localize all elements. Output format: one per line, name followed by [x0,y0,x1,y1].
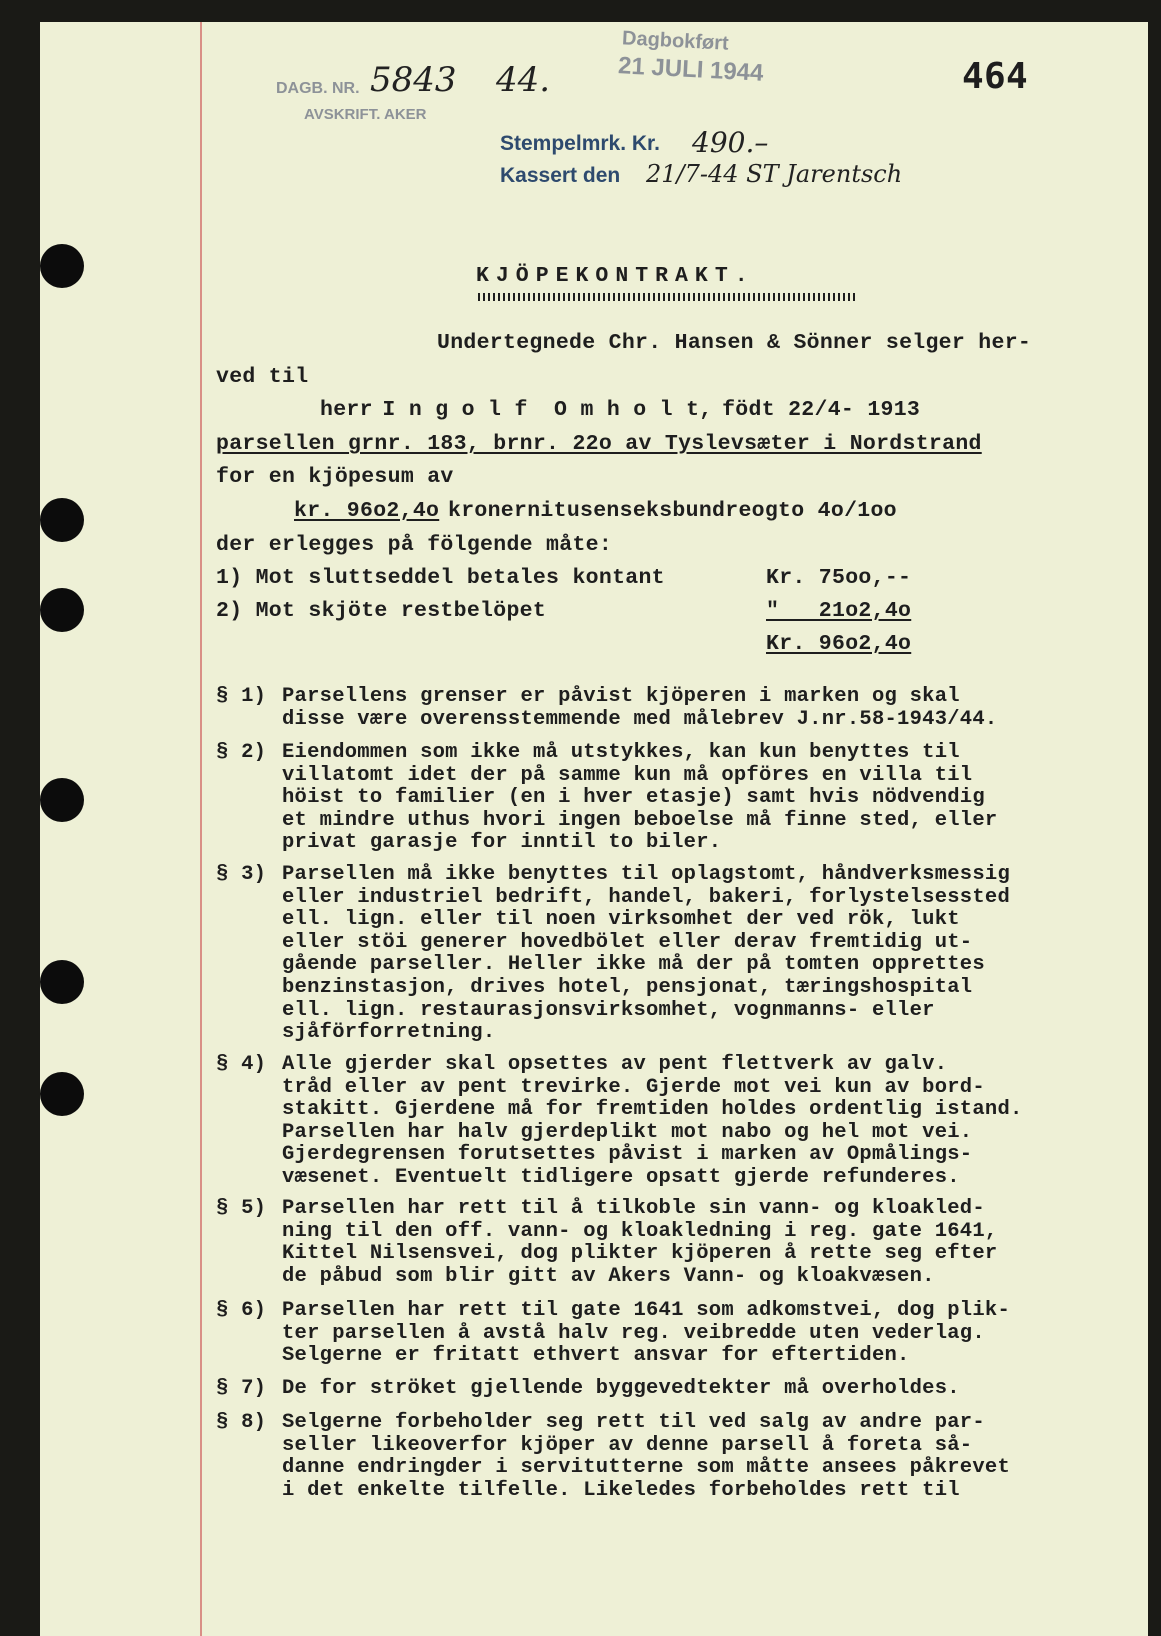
intro-line-2: ved til [216,365,309,389]
intro-line-1: Undertegnede Chr. Hansen & Sönner selger her- [437,331,1032,355]
margin-line [200,22,202,1636]
buyer-name: I n g o l f O m h o l t, [382,398,713,422]
section-number: § 3) [216,863,267,886]
section-line: Alle gjerder skal opsettes av pent flettverk av galv. [282,1053,948,1076]
dagbokfort-stamp: Dagbokført [621,27,730,55]
stempelmrk-value: 490.– [692,126,769,159]
section-line: Eiendommen som ikke må utstykkes, kan kun benyttes til [282,741,960,764]
payment-total: Kr. 96o2,4o [766,632,912,656]
section-number: § 5) [216,1197,267,1220]
section-line: sjåförforretning. [282,1021,496,1045]
section-line: et mindre uthus hvori ingen beboelse må finne sted, eller [282,808,998,832]
punch-hole [40,1072,84,1116]
parcel-line: parsellen grnr. 183, brnr. 22o av Tyslevsæter i Nordstrand [216,432,982,456]
section-line: danne endringder i servitutterne som måtte ansees påkrevet [282,1456,1011,1480]
contract-title: KJÖPEKONTRAKT. [476,264,755,288]
buyer-line [320,398,920,422]
section-line: Gjerdegrensen forutsettes påvist i marken av Opmålings- [282,1143,973,1167]
section-line: de påbud som blir gitt av Akers Vann- og kloakvæsen. [282,1264,935,1288]
title-underline [478,293,858,301]
section-line: Selgerne er fritatt ethvert ansvar for eftertiden. [282,1344,910,1368]
punch-hole [40,498,84,542]
section-line: Parsellen har halv gjerdeplikt mot nabo og hel mot vei. [282,1120,973,1144]
dagb-nr-suffix: 44. [496,60,551,100]
section-number: § 7) [216,1377,267,1400]
section-line: ning til den off. vann- og kloakledning i reg. gate 1641, [282,1219,998,1243]
section-number: § 1) [216,685,267,708]
section-line: disse være overensstemmende med målebrev J.nr.58-1943/44. [282,707,998,731]
section-line: Parsellen må ikke benyttes til oplagstomt, håndverksmessig [282,863,1011,886]
price-amount: kr. 96o2,4o [294,499,440,523]
dagbokfort-date: 21 JULI 1944 [617,52,765,87]
kassert-label: Kassert den [500,164,621,187]
kassert-value: 21/7-44 ST Jarentsch [646,160,903,188]
avskrift-stamp: AVSKRIFT. AKER [304,106,427,123]
payment-2-label: 2) Mot skjöte restbelöpet [216,599,547,623]
stempelmrk-label: Stempelmrk. Kr. [500,132,660,155]
punch-hole [40,960,84,1004]
section-line: væsenet. Eventuelt tidligere opsatt gjerde refunderes. [282,1165,960,1189]
section-line: Parsellens grenser er påvist kjöperen i marken og skal [282,685,960,708]
payment-intro: der erlegges på fölgende måte: [216,533,613,557]
section-line: Parsellen har rett til å tilkoble sin vann- og kloakled- [282,1197,985,1220]
punch-hole [40,244,84,288]
section-number: § 2) [216,741,267,764]
dagb-nr-value: 5843 [370,60,457,100]
section-number: § 8) [216,1411,267,1434]
section-line: eller industriel bedrift, handel, bakeri, forlystelsessted [282,885,1011,909]
section-line: Parsellen har rett til gate 1641 som adkomstvei, dog plik- [282,1299,1011,1322]
punch-hole [40,588,84,632]
payment-2-amount: " 21o2,4o [766,599,912,623]
section-number: § 6) [216,1299,267,1322]
section-line: ell. lign. restaurasjonsvirksomhet, vognmanns- eller [282,998,935,1022]
section-line: ter parsellen å avstå halv reg. veibredde uten vederlag. [282,1321,985,1345]
section-line: Selgerne forbeholder seg rett til ved salg av andre par- [282,1411,985,1434]
section-number: § 4) [216,1053,267,1076]
section-line: De for ströket gjellende byggevedtekter må overholdes. [282,1377,960,1400]
price-words: kronernitusenseksbundreogto 4o/1oo [448,499,897,523]
punch-hole [40,778,84,822]
section-line: Kittel Nilsensvei, dog plikter kjöperen å rette seg efter [282,1242,998,1266]
page-number: 464 [962,56,1028,97]
payment-1-label: 1) Mot sluttseddel betales kontant [216,566,665,590]
section-line: eller stöi generer hovedbölet eller derav fremtidig ut- [282,930,973,954]
section-line: gående parseller. Heller ikke må der på tomten opprettes [282,953,985,977]
dagb-nr-label: DAGB. NR. [276,80,360,97]
section-line: höist to familier (en i hver etasje) samt hvis nödvendig [282,786,985,810]
price-intro: for en kjöpesum av [216,465,454,489]
payment-1-amount: Kr. 75oo,-- [766,566,912,590]
section-line: tråd eller av pent trevirke. Gjerde mot vei kun av bord- [282,1075,985,1099]
section-line: ell. lign. eller til noen virksomhet der ved rök, lukt [282,908,960,932]
section-line: benzinstasjon, drives hotel, pensjonat, tæringshospital [282,975,973,999]
section-line: stakitt. Gjerdene må for fremtiden holdes ordentlig istand. [282,1098,1023,1122]
buyer-prefix: herr [320,398,373,422]
section-line: villatomt idet der på samme kun må opföres en villa til [282,763,973,787]
buyer-born: födt 22/4- 1913 [722,398,921,422]
section-line: privat garasje for inntil to biler. [282,831,722,855]
section-line: i det enkelte tilfelle. Likeledes forbeholdes rett til [282,1478,960,1502]
document-page [40,22,1148,1636]
section-line: seller likeoverfor kjöper av denne parsell å foreta så- [282,1433,973,1457]
